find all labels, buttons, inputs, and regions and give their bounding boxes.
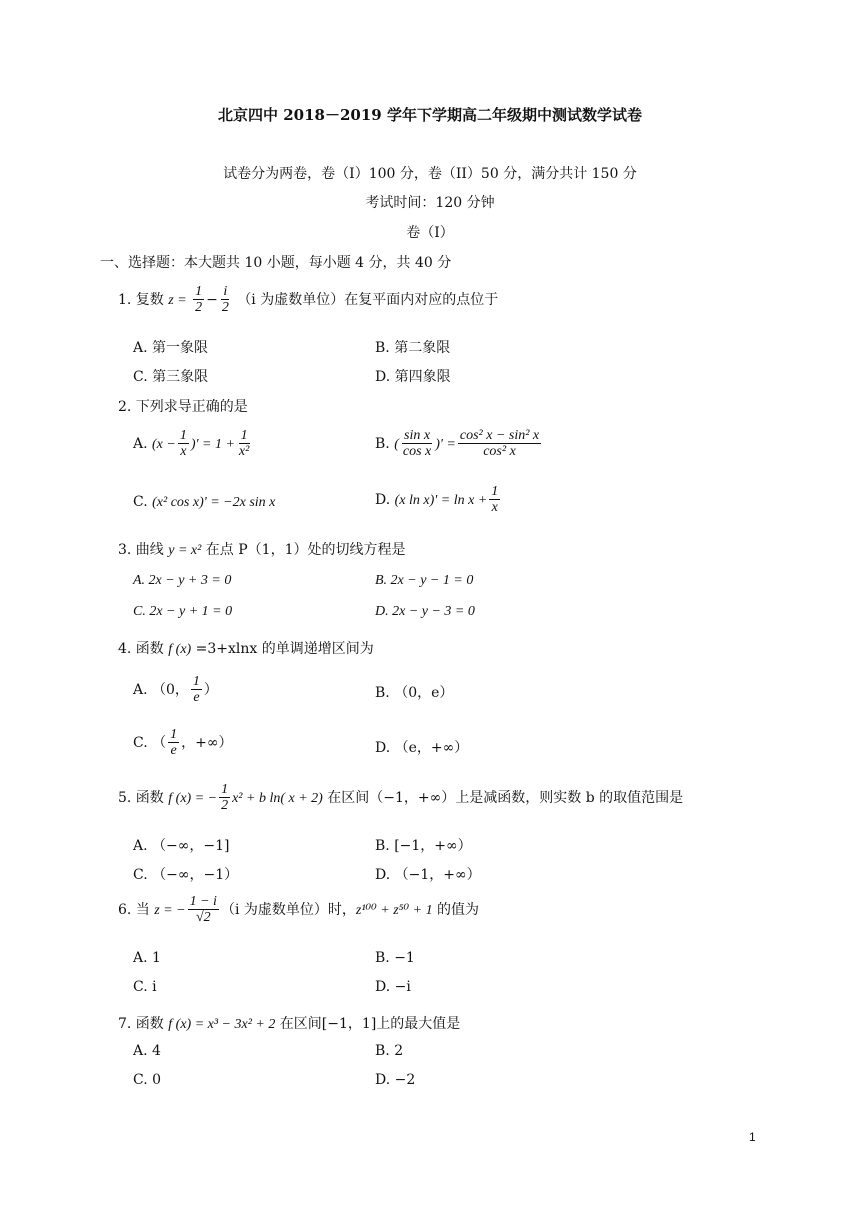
q1-option-d: D. 第四象限 — [375, 369, 451, 385]
q1-option-b: B. 第二象限 — [375, 340, 451, 356]
q4-prefix: 4. 函数 — [118, 641, 169, 657]
q6-frac — [188, 894, 219, 926]
q5-option-a: A. （−∞，−1] — [133, 838, 230, 854]
q4-a-pre: A. （0， — [133, 681, 189, 698]
q2-b-frac-1 — [401, 428, 433, 460]
question-5 — [118, 782, 683, 814]
q2-a-frac-2 — [237, 428, 251, 460]
q1-minus: − — [206, 291, 218, 308]
q3-suffix: 在点 P（1，1）处的切线方程是 — [201, 542, 406, 558]
q4-option-b: B. （0，e） — [375, 685, 454, 701]
q7-option-a: A. 4 — [133, 1043, 161, 1059]
q6-option-d: D. −i — [375, 979, 411, 995]
q6-num: 1 − i — [189, 894, 217, 909]
q6-option-c: C. i — [133, 979, 157, 995]
q6-suffix: 的值为 — [432, 901, 480, 918]
q2-b-expr-1: ( — [394, 436, 399, 452]
q2-a-expr-2: )' = 1 + — [190, 436, 235, 452]
q2-d-f-num: 1 — [491, 484, 499, 499]
q4-a-den: e — [193, 690, 200, 706]
q1-f2-num: i — [223, 284, 228, 299]
q4-option-a — [133, 674, 218, 706]
q3-math: y = x² — [168, 543, 202, 558]
q3-option-a: A. 2x − y + 3 = 0 — [133, 573, 232, 588]
question-3 — [118, 539, 405, 559]
q5-prefix: 5. 函数 — [118, 789, 169, 806]
q2-a-label: A. — [133, 435, 148, 452]
q2-b-label: B. — [375, 435, 390, 452]
q7-prefix: 7. 函数 — [118, 1016, 169, 1032]
q2-a-f2-den: x² — [238, 444, 250, 460]
q2-a-f2-num: 1 — [240, 428, 248, 443]
q2-a-frac-1 — [178, 428, 189, 460]
q5-num: 1 — [221, 782, 229, 797]
section-heading: 一、选择题：本大题共 10 小题，每小题 4 分，共 40 分 — [100, 255, 452, 271]
q2-d-label: D. — [375, 491, 391, 508]
q3-prefix: 3. 曲线 — [118, 542, 169, 558]
question-4 — [118, 638, 374, 658]
q6-option-a: A. 1 — [133, 950, 161, 966]
q3-option-b: B. 2x − y − 1 = 0 — [375, 573, 474, 588]
q2-option-c — [133, 494, 275, 511]
exam-title: 北京四中 2018－2019 学年下学期高二年级期中测试数学试卷 — [218, 106, 642, 124]
q4-c-pre: C. （ — [133, 734, 167, 751]
q7-option-d: D. −2 — [375, 1072, 416, 1088]
q4-option-c — [133, 727, 233, 759]
q2-a-f1-den: x — [180, 444, 187, 460]
q6-math-2: z¹⁰⁰ + z⁵⁰ + 1 — [355, 902, 433, 918]
q2-d-f-den: x — [491, 500, 498, 516]
q2-option-a — [133, 428, 253, 460]
q2-d-expr: (x ln x)' = ln x + — [394, 492, 488, 508]
q2-b-f1-num: sin x — [404, 428, 431, 443]
q4-c-den: e — [170, 743, 177, 759]
q1-f1-num: 1 — [195, 284, 203, 299]
q4-a-post: ） — [203, 681, 218, 698]
q2-b-f2-den: cos² x — [483, 444, 516, 460]
q6-den: √2 — [195, 910, 211, 926]
q7-option-c: C. 0 — [133, 1072, 162, 1088]
exam-info-time: 考试时间：120 分钟 — [365, 195, 495, 211]
q5-option-b: B. [−1，+∞） — [375, 838, 472, 854]
q5-suffix: 在区间（−1，+∞）上是减函数，则实数 b 的取值范围是 — [322, 789, 684, 806]
q4-math: f (x) — [168, 642, 192, 657]
q2-option-d — [375, 484, 502, 516]
q7-math: f (x) = x³ − 3x² + 2 — [168, 1017, 276, 1032]
q5-option-c: C. （−∞，−1） — [133, 867, 239, 883]
exam-info-score: 试卷分为两卷，卷（I）100 分，卷（II）50 分，满分共计 150 分 — [223, 166, 637, 182]
q2-c-label: C. — [133, 494, 148, 510]
q2-d-frac — [489, 484, 500, 516]
q2-b-expr-2: )' = — [435, 436, 456, 452]
q1-f2-den: 2 — [221, 300, 229, 316]
q4-suffix: =3+xlnx 的单调递增区间为 — [191, 641, 374, 657]
q2-c-expr: (x² cos x)' = −2x sin x — [152, 495, 276, 510]
q4-c-post: ，+∞） — [181, 734, 233, 751]
q2-a-expr-1: (x − — [152, 436, 176, 452]
q1-suffix: （i 为虚数单位）在复平面内对应的点位于 — [237, 291, 499, 308]
q5-frac — [219, 782, 230, 814]
q2-b-f1-den: cos x — [402, 444, 432, 460]
q6-prefix: 6. 当 — [118, 901, 155, 918]
q4-a-frac — [191, 674, 202, 706]
q6-option-b: B. −1 — [375, 950, 415, 966]
question-6 — [118, 894, 479, 926]
q4-c-frac — [168, 727, 179, 759]
q5-den: 2 — [221, 798, 229, 814]
q5-math-2: x² + b ln( x + 2) — [232, 790, 323, 806]
q2-a-f1-num: 1 — [179, 428, 187, 443]
q2-b-f2-num: cos² x − sin² x — [459, 428, 540, 443]
q5-option-d: D. （−1，+∞） — [375, 867, 481, 883]
question-2: 2. 下列求导正确的是 — [118, 399, 248, 415]
question-1 — [118, 284, 498, 316]
q3-option-d: D. 2x − y − 3 = 0 — [375, 604, 475, 619]
q1-fraction-2 — [220, 284, 231, 316]
q1-option-a: A. 第一象限 — [133, 340, 209, 356]
q4-option-d: D. （e，+∞） — [375, 740, 469, 756]
q4-c-num: 1 — [170, 727, 178, 742]
q6-mid: （i 为虚数单位）时， — [220, 901, 356, 918]
q1-fraction-1 — [193, 284, 204, 316]
q1-f1-den: 2 — [195, 300, 203, 316]
q1-math: z = — [168, 292, 187, 308]
q5-math-1: f (x) = − — [168, 790, 218, 806]
q4-a-num: 1 — [192, 674, 200, 689]
q7-option-b: B. 2 — [375, 1043, 404, 1059]
question-7 — [118, 1013, 460, 1033]
q2-option-b — [375, 428, 543, 460]
q6-math-1: z = − — [154, 902, 186, 918]
q7-suffix: 在区间[−1，1]上的最大值是 — [275, 1016, 461, 1032]
q3-option-c: C. 2x − y + 1 = 0 — [133, 604, 233, 619]
q1-option-c: C. 第三象限 — [133, 369, 209, 385]
q1-prefix: 1. 复数 — [118, 291, 169, 308]
volume-label: 卷（I） — [406, 225, 454, 241]
page-number: 1 — [749, 1130, 756, 1144]
q2-b-frac-2 — [458, 428, 541, 460]
